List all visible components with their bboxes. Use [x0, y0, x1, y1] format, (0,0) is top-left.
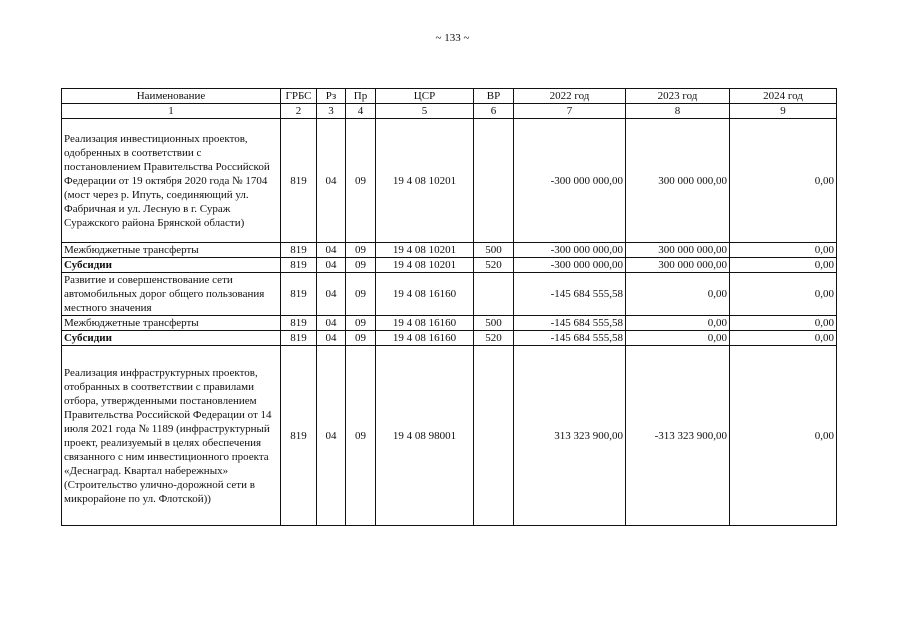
- row-pr: 09: [346, 273, 376, 316]
- row-csr: 19 4 08 10201: [376, 258, 474, 273]
- table-row: [62, 316, 837, 331]
- row-2022: 313 323 900,00: [514, 346, 626, 526]
- table-row: [62, 258, 837, 273]
- row-pr: 09: [346, 119, 376, 243]
- row-pr: 09: [346, 243, 376, 258]
- header-rz: Рз: [317, 89, 346, 104]
- row-vr: 500: [474, 243, 514, 258]
- row-rz: 04: [317, 119, 346, 243]
- header-csr: ЦСР: [376, 89, 474, 104]
- row-name: Субсидии: [62, 331, 281, 346]
- table-row: [62, 243, 837, 258]
- column-number: 3: [317, 104, 346, 119]
- row-grbs: 819: [281, 243, 317, 258]
- row-grbs: 819: [281, 273, 317, 316]
- row-rz: 04: [317, 316, 346, 331]
- row-2022: -145 684 555,58: [514, 273, 626, 316]
- row-2023: 0,00: [626, 273, 730, 316]
- row-2023: 300 000 000,00: [626, 119, 730, 243]
- row-name: Реализация инвестиционных проектов, одобренных в соответствии с постановлением Правительства Российской Федерации от 19 октября 2020 года № 1704 (мост через р. Ипуть, соединяющий ул. Фабричная и ул. Лесную в г. Сураж Суражского района Брянской области): [62, 119, 281, 243]
- row-vr: 520: [474, 331, 514, 346]
- row-vr: [474, 346, 514, 526]
- header-row: [62, 89, 837, 104]
- row-2023: 300 000 000,00: [626, 258, 730, 273]
- row-grbs: 819: [281, 346, 317, 526]
- row-2024: 0,00: [730, 346, 837, 526]
- row-2022: -300 000 000,00: [514, 258, 626, 273]
- row-csr: 19 4 08 16160: [376, 316, 474, 331]
- row-2023: 0,00: [626, 316, 730, 331]
- column-number: 2: [281, 104, 317, 119]
- row-vr: 500: [474, 316, 514, 331]
- row-grbs: 819: [281, 119, 317, 243]
- column-number: 7: [514, 104, 626, 119]
- table-row: [62, 331, 837, 346]
- page-number: ~ 133 ~: [435, 32, 470, 44]
- column-number: 9: [730, 104, 837, 119]
- column-number-row: [62, 104, 837, 119]
- column-number: 1: [62, 104, 281, 119]
- row-grbs: 819: [281, 316, 317, 331]
- row-grbs: 819: [281, 258, 317, 273]
- row-2022: -300 000 000,00: [514, 119, 626, 243]
- row-name: Реализация инфраструктурных проектов, отобранных в соответствии с правилами отбора, утвержденными постановлением Правительства Российской Федерации от 14 июля 2021 года № 1189 (инфраструктурный проект, реализуемый в целях обеспечения связанного с ним инвестиционного проекта «Деснаград. Квартал набережных» (Строительство улично-дорожной сети в микрорайоне по ул. Флотской)): [62, 346, 281, 526]
- table-row: [62, 273, 837, 316]
- row-csr: 19 4 08 98001: [376, 346, 474, 526]
- row-vr: [474, 119, 514, 243]
- header-2023: 2023 год: [626, 89, 730, 104]
- row-2024: 0,00: [730, 119, 837, 243]
- row-pr: 09: [346, 331, 376, 346]
- row-2023: 300 000 000,00: [626, 243, 730, 258]
- row-pr: 09: [346, 346, 376, 526]
- row-vr: 520: [474, 258, 514, 273]
- row-rz: 04: [317, 331, 346, 346]
- header-2024: 2024 год: [730, 89, 837, 104]
- row-rz: 04: [317, 243, 346, 258]
- row-csr: 19 4 08 16160: [376, 331, 474, 346]
- row-name: Развитие и совершенствование сети автомобильных дорог общего пользования местного значения: [62, 273, 281, 316]
- row-2024: 0,00: [730, 316, 837, 331]
- row-2023: -313 323 900,00: [626, 346, 730, 526]
- row-2022: -145 684 555,58: [514, 316, 626, 331]
- row-name: Субсидии: [62, 258, 281, 273]
- budget-table: [61, 88, 837, 526]
- row-2022: -145 684 555,58: [514, 331, 626, 346]
- column-number: 8: [626, 104, 730, 119]
- row-vr: [474, 273, 514, 316]
- row-csr: 19 4 08 16160: [376, 273, 474, 316]
- row-2024: 0,00: [730, 331, 837, 346]
- row-pr: 09: [346, 316, 376, 331]
- column-number: 4: [346, 104, 376, 119]
- row-csr: 19 4 08 10201: [376, 243, 474, 258]
- row-2023: 0,00: [626, 331, 730, 346]
- row-2024: 0,00: [730, 258, 837, 273]
- row-csr: 19 4 08 10201: [376, 119, 474, 243]
- row-name: Межбюджетные трансферты: [62, 316, 281, 331]
- header-name: Наименование: [62, 89, 281, 104]
- header-vr: ВР: [474, 89, 514, 104]
- row-grbs: 819: [281, 331, 317, 346]
- row-2022: -300 000 000,00: [514, 243, 626, 258]
- table-row: [62, 346, 837, 526]
- table-row: [62, 119, 837, 243]
- header-grbs: ГРБС: [281, 89, 317, 104]
- row-2024: 0,00: [730, 273, 837, 316]
- row-2024: 0,00: [730, 243, 837, 258]
- row-rz: 04: [317, 273, 346, 316]
- column-number: 6: [474, 104, 514, 119]
- row-name: Межбюджетные трансферты: [62, 243, 281, 258]
- row-rz: 04: [317, 346, 346, 526]
- row-rz: 04: [317, 258, 346, 273]
- header-2022: 2022 год: [514, 89, 626, 104]
- column-number: 5: [376, 104, 474, 119]
- row-pr: 09: [346, 258, 376, 273]
- header-pr: Пр: [346, 89, 376, 104]
